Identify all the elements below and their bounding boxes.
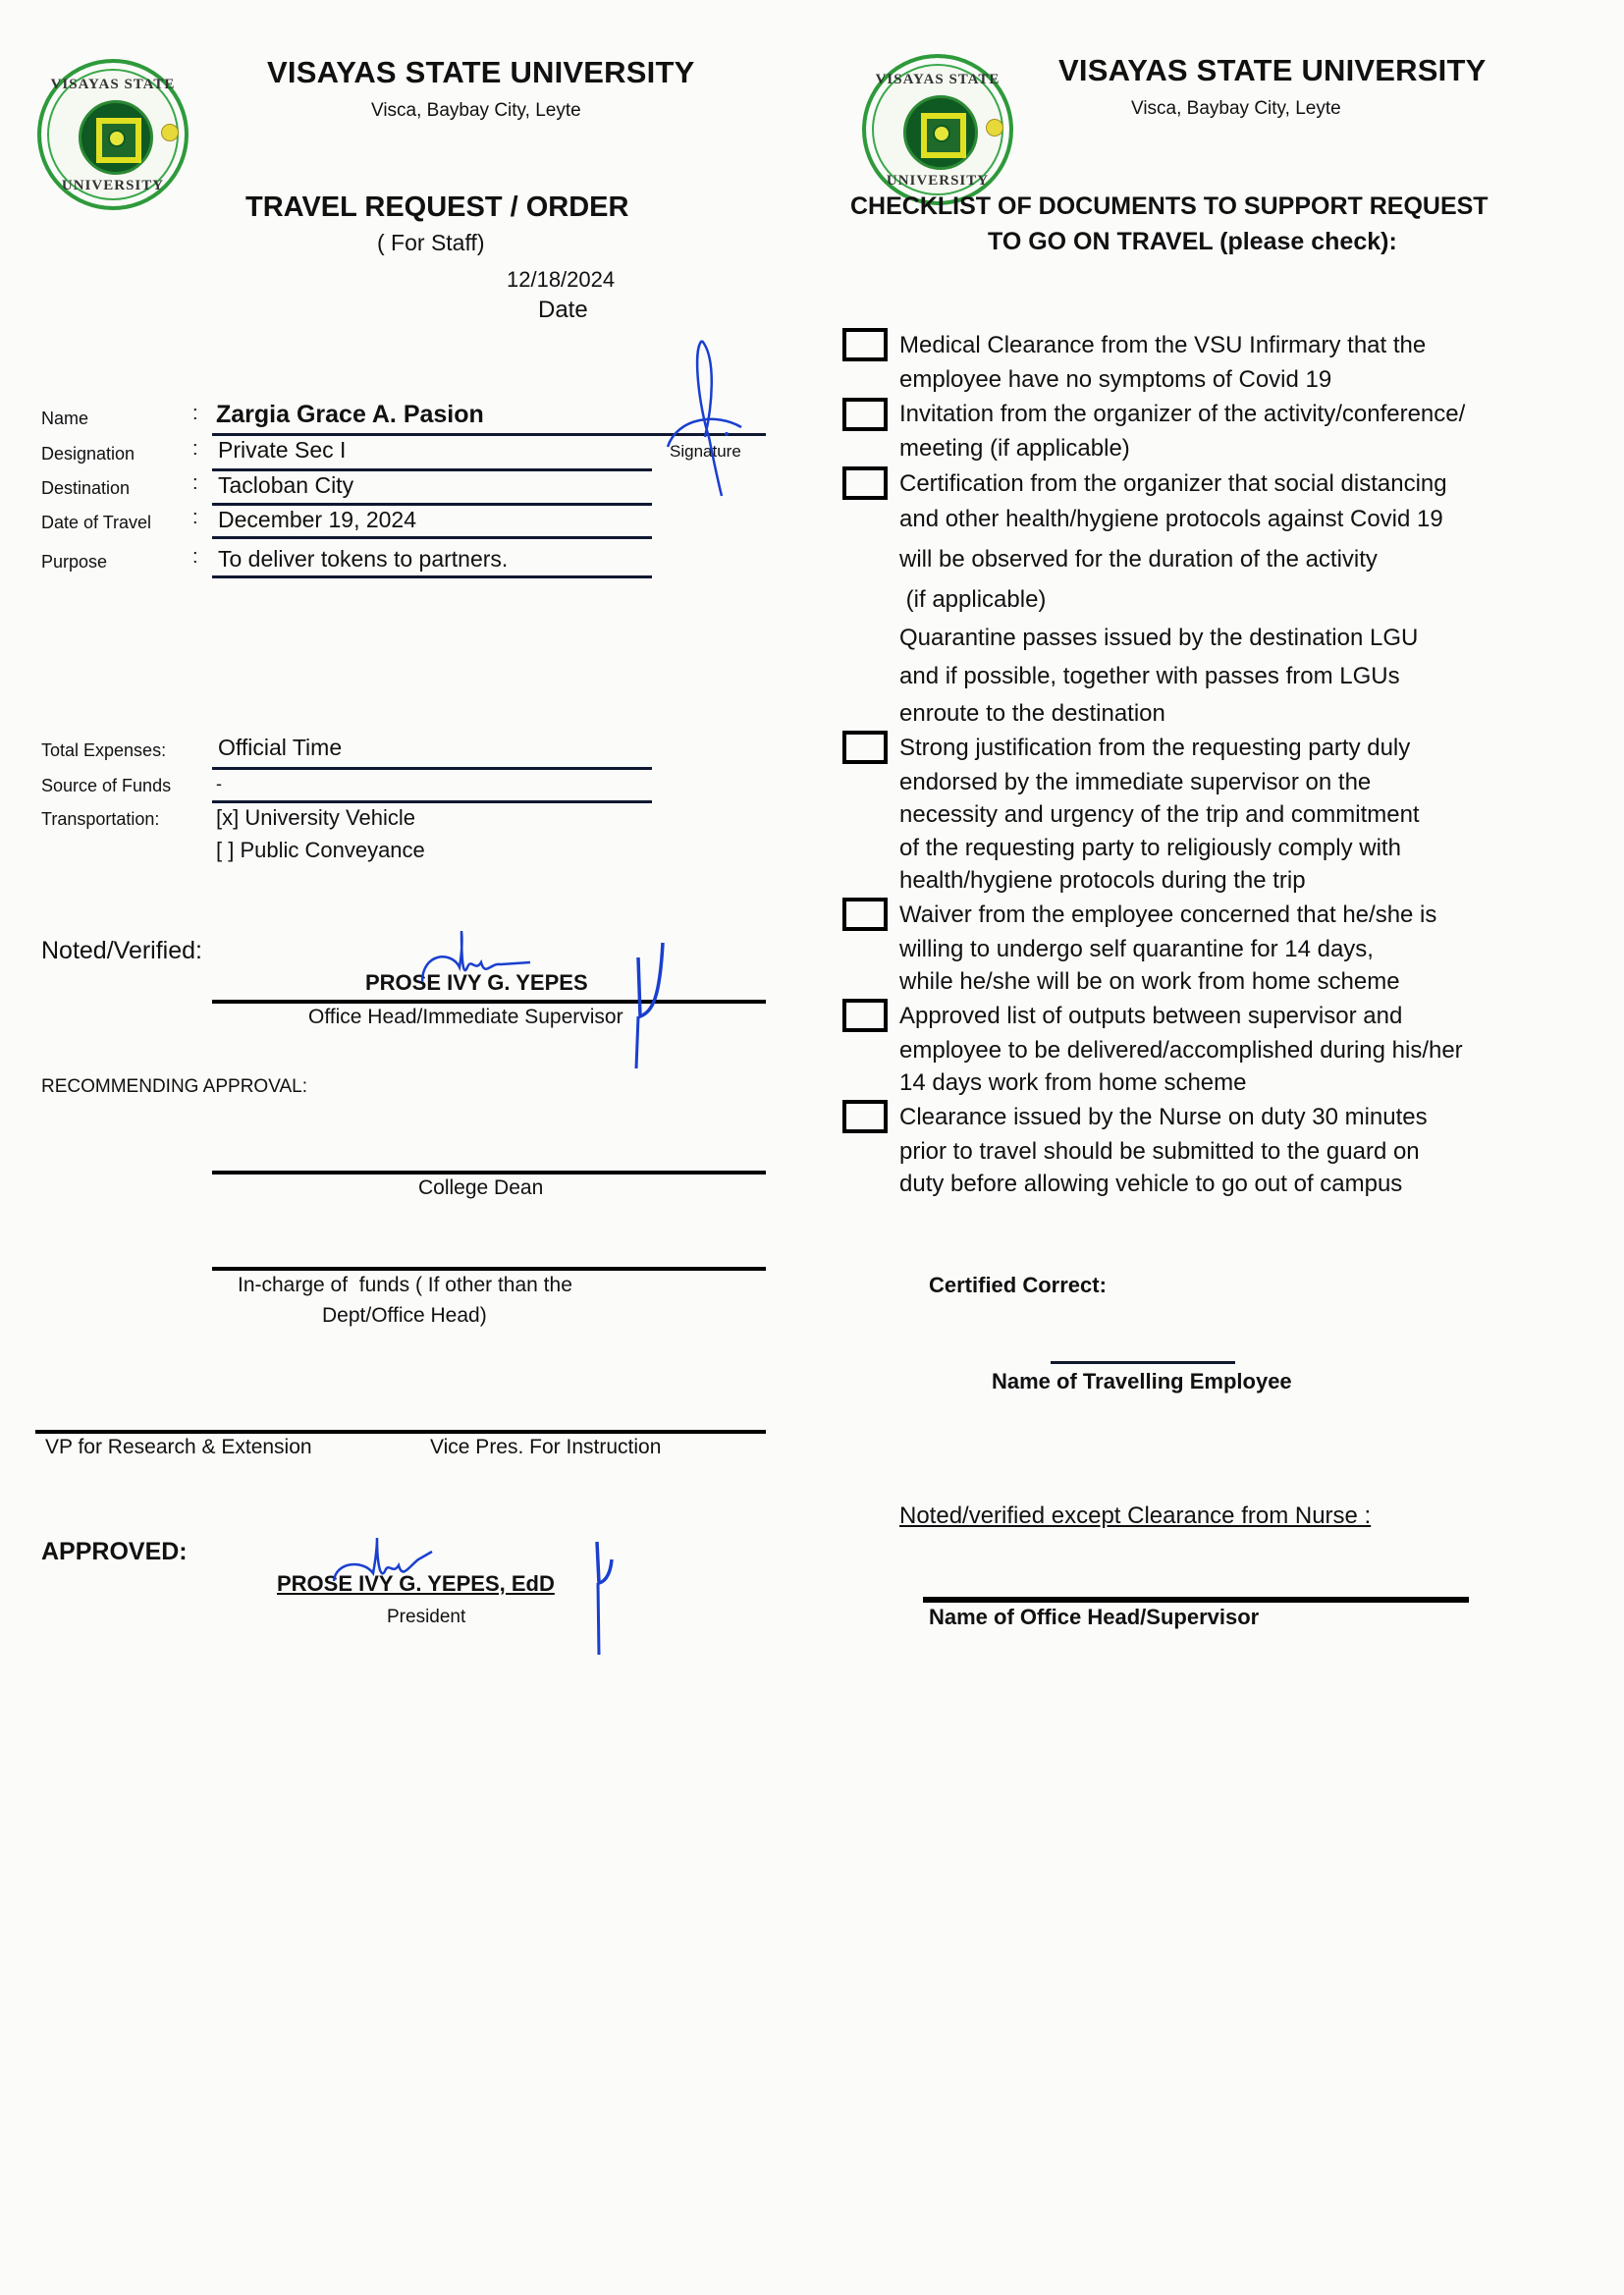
checklist-line: willing to undergo self quarantine for 14 days, bbox=[899, 936, 1374, 962]
in-charge-funds-label-line2: Dept/Office Head) bbox=[322, 1304, 487, 1327]
left-seal bbox=[37, 59, 189, 210]
date-label: Date bbox=[538, 297, 588, 323]
right-seal bbox=[862, 54, 1013, 205]
checklist-line: Certification from the organizer that social distancing bbox=[899, 470, 1447, 497]
checklist-line: and other health/hygiene protocols against Covid 19 bbox=[899, 506, 1443, 532]
transport-option-university-vehicle[interactable]: [x] University Vehicle bbox=[216, 805, 415, 830]
checklist-line: Invitation from the organizer of the activity/conference/ bbox=[899, 401, 1466, 427]
seal-sun-icon bbox=[986, 119, 1003, 137]
checklist-line: and if possible, together with passes from LGUs bbox=[899, 663, 1400, 689]
checklist-line: Waiver from the employee concerned that he/she is bbox=[899, 902, 1437, 928]
checklist-line: (if applicable) bbox=[899, 586, 1047, 613]
checklist-title-line2: TO GO ON TRAVEL (please check): bbox=[988, 228, 1397, 255]
checklist-line: prior to travel should be submitted to the guard on bbox=[899, 1138, 1420, 1165]
seal-emblem-icon bbox=[903, 95, 978, 170]
form-subtitle: ( For Staff) bbox=[377, 230, 485, 255]
approved-label: APPROVED: bbox=[41, 1538, 188, 1565]
checkbox[interactable] bbox=[842, 999, 888, 1032]
form-title: TRAVEL REQUEST / ORDER bbox=[245, 191, 629, 223]
university-address: Visca, Baybay City, Leyte bbox=[371, 100, 581, 121]
checkbox[interactable] bbox=[842, 731, 888, 764]
checklist-line: meeting (if applicable) bbox=[899, 435, 1130, 462]
recommending-approval-label: RECOMMENDING APPROVAL: bbox=[41, 1076, 307, 1097]
travelling-employee-label: Name of Travelling Employee bbox=[992, 1369, 1292, 1393]
checklist-line: Medical Clearance from the VSU Infirmary that the bbox=[899, 332, 1427, 358]
seal-emblem-icon bbox=[79, 100, 153, 175]
checklist-line: health/hygiene protocols during the trip bbox=[899, 867, 1306, 894]
signature-label: Signature bbox=[670, 442, 741, 461]
vp-signature-line bbox=[35, 1430, 766, 1434]
total-expenses-label: Total Expenses: bbox=[41, 740, 167, 760]
applicant-signature-icon bbox=[648, 329, 776, 506]
checklist-line: employee to be delivered/accomplished during his/her bbox=[899, 1037, 1463, 1064]
noted-except-nurse-label: Noted/verified except Clearance from Nurse : bbox=[899, 1503, 1372, 1529]
noted-signature-icon bbox=[403, 923, 687, 1070]
university-name: VISAYAS STATE UNIVERSITY bbox=[1058, 53, 1487, 87]
checklist-line: duty before allowing vehicle to go out of campus bbox=[899, 1171, 1403, 1197]
destination-underline bbox=[212, 503, 652, 506]
noted-signatory-title: Office Head/Immediate Supervisor bbox=[308, 1006, 623, 1028]
president-name: PROSE IVY G. YEPES, EdD bbox=[277, 1571, 555, 1596]
transportation-label: Transportation: bbox=[41, 809, 160, 829]
purpose-label: Purpose bbox=[41, 552, 108, 572]
source-of-funds-underline bbox=[212, 800, 652, 803]
name-label: Name bbox=[41, 409, 89, 428]
checklist-line: endorsed by the immediate supervisor on the bbox=[899, 769, 1372, 795]
colon: : bbox=[192, 546, 198, 568]
seal-top-text: VISAYAS STATE bbox=[875, 72, 1001, 87]
source-of-funds-label: Source of Funds bbox=[41, 776, 172, 795]
designation-underline bbox=[212, 468, 652, 471]
checklist-line: enroute to the destination bbox=[899, 700, 1165, 727]
vp-instruction-label: Vice Pres. For Instruction bbox=[430, 1436, 662, 1458]
date-of-travel-value[interactable]: December 19, 2024 bbox=[218, 507, 417, 532]
checkbox[interactable] bbox=[842, 328, 888, 361]
colon: : bbox=[192, 507, 198, 528]
seal-bottom-text: UNIVERSITY bbox=[886, 173, 990, 189]
president-title: President bbox=[387, 1607, 466, 1627]
checklist-line: will be observed for the duration of the activity bbox=[899, 546, 1378, 573]
university-address: Visca, Baybay City, Leyte bbox=[1131, 98, 1341, 119]
university-name: VISAYAS STATE UNIVERSITY bbox=[267, 55, 695, 89]
colon: : bbox=[192, 403, 198, 424]
noted-verified-label: Noted/Verified: bbox=[41, 937, 202, 964]
designation-value[interactable]: Private Sec I bbox=[218, 437, 347, 463]
in-charge-funds-signature-line bbox=[212, 1267, 766, 1271]
travelling-employee-signature-line bbox=[1051, 1361, 1235, 1364]
vp-research-extension-label: VP for Research & Extension bbox=[45, 1436, 312, 1458]
name-value[interactable]: Zargia Grace A. Pasion bbox=[216, 401, 484, 428]
checklist-line: Clearance issued by the Nurse on duty 30 minutes bbox=[899, 1104, 1428, 1130]
total-expenses-underline bbox=[212, 767, 652, 770]
checklist-line: Quarantine passes issued by the destination LGU bbox=[899, 625, 1419, 651]
destination-value[interactable]: Tacloban City bbox=[218, 472, 354, 498]
in-charge-funds-label-line1: In-charge of funds ( If other than the bbox=[238, 1274, 572, 1296]
transport-option-public-conveyance[interactable]: [ ] Public Conveyance bbox=[216, 838, 425, 862]
colon: : bbox=[192, 438, 198, 460]
checklist-line: necessity and urgency of the trip and commitment bbox=[899, 801, 1420, 828]
purpose-value[interactable]: To deliver tokens to partners. bbox=[218, 546, 509, 572]
checklist-line: 14 days work from home scheme bbox=[899, 1069, 1247, 1096]
checklist-line: of the requesting party to religiously comply with bbox=[899, 835, 1401, 861]
name-underline bbox=[212, 433, 766, 436]
colon: : bbox=[192, 472, 198, 494]
checklist-line: Approved list of outputs between supervisor and bbox=[899, 1003, 1403, 1029]
purpose-underline bbox=[212, 575, 652, 578]
total-expenses-value[interactable]: Official Time bbox=[218, 735, 343, 760]
checkbox[interactable] bbox=[842, 398, 888, 431]
checklist-line: Strong justification from the requesting party duly bbox=[899, 735, 1411, 761]
office-head-label: Name of Office Head/Supervisor bbox=[929, 1605, 1260, 1629]
checklist-line: employee have no symptoms of Covid 19 bbox=[899, 366, 1332, 393]
seal-sun-icon bbox=[161, 124, 179, 141]
date-of-travel-label: Date of Travel bbox=[41, 513, 152, 532]
date-of-travel-underline bbox=[212, 536, 652, 539]
checklist-title-line1: CHECKLIST OF DOCUMENTS TO SUPPORT REQUEST bbox=[850, 192, 1489, 220]
checkbox[interactable] bbox=[842, 466, 888, 500]
checkbox[interactable] bbox=[842, 898, 888, 931]
checkbox[interactable] bbox=[842, 1100, 888, 1133]
noted-signatory-name: PROSE IVY G. YEPES bbox=[365, 970, 588, 995]
designation-label: Designation bbox=[41, 444, 135, 464]
college-dean-signature-line bbox=[212, 1171, 766, 1175]
office-head-signature-line bbox=[923, 1597, 1469, 1603]
date-value: 12/18/2024 bbox=[507, 267, 616, 292]
seal-top-text: VISAYAS STATE bbox=[50, 77, 176, 92]
college-dean-label: College Dean bbox=[418, 1176, 544, 1199]
checklist-line: while he/she will be on work from home scheme bbox=[899, 968, 1400, 995]
certified-correct-label: Certified Correct: bbox=[929, 1273, 1107, 1297]
noted-signature-line bbox=[212, 1000, 766, 1004]
seal-bottom-text: UNIVERSITY bbox=[61, 178, 165, 193]
source-of-funds-value[interactable]: - bbox=[216, 774, 222, 793]
destination-label: Destination bbox=[41, 478, 131, 498]
